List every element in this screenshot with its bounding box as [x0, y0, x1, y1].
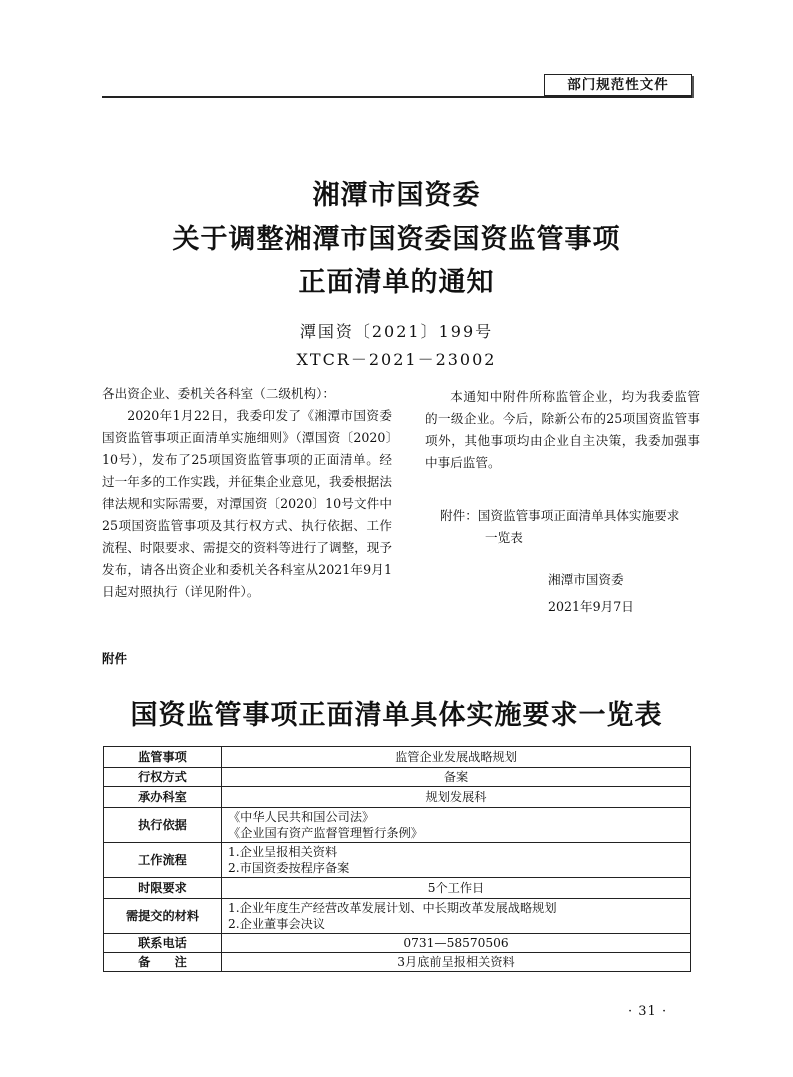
body-paragraph-2: 本通知中附件所称监管企业，均为我委监管的一级企业。今后，除新公布的25项国资监管事项外，其他事项均由企业自主决策，我委加强事中事后监管。: [425, 389, 700, 470]
appendix-table-title: 国资监管事项正面清单具体实施要求一览表: [130, 700, 663, 731]
document-title-line-3: 正面清单的通知: [298, 267, 495, 298]
registration-number: XTCR－2021－23002: [296, 350, 497, 369]
attachment-line-2: 一览表: [485, 530, 523, 545]
row-value: [222, 899, 691, 934]
row-value: [222, 747, 691, 768]
row-label: 联系电话: [104, 934, 222, 953]
table-row: [104, 843, 691, 878]
row-value: [222, 808, 691, 843]
row-value-line: 2.企业董事会决议: [228, 917, 325, 931]
row-value-line: 3月底前呈报相关资料: [397, 955, 515, 969]
row-value: [222, 787, 691, 808]
row-value-line: 1.企业呈报相关资料: [228, 845, 338, 859]
row-value: [222, 953, 691, 972]
body-left-column: [102, 383, 392, 603]
section-tag: 部门规范性文件: [544, 74, 692, 96]
row-value-line: 2.市国资委按程序备案: [228, 861, 350, 875]
attachment-line-1: 附件：国资监管事项正面清单具体实施要求: [440, 508, 680, 523]
table-row: [104, 787, 691, 808]
header-rule: [102, 96, 692, 98]
row-value-line: 监管企业发展战略规划: [395, 750, 517, 764]
table-row: [104, 953, 691, 972]
page-number: · 31 ·: [628, 1004, 668, 1019]
signature-date: 2021年9月7日: [548, 599, 634, 614]
row-value-line: 0731—58570506: [403, 936, 509, 950]
table-row: [104, 768, 691, 787]
document-title-line-1: 湘潭市国资委: [312, 180, 481, 211]
row-value-line: 备案: [443, 770, 469, 784]
row-value: [222, 878, 691, 899]
row-label: 承办科室: [104, 787, 222, 808]
row-label: 行权方式: [104, 768, 222, 787]
row-label: 需提交的材料: [104, 899, 222, 934]
row-value: [222, 934, 691, 953]
row-label: 监管事项: [104, 747, 222, 768]
table-row: [104, 899, 691, 934]
addressee: 各出资企业、委机关各科室（二级机构）：: [102, 386, 335, 401]
appendix-label: 附件: [102, 651, 128, 666]
body-paragraph-1: 2020年1月22日，我委印发了《湘潭市国资委国资监管事项正面清单实施细则》（潭国资〔2020〕10号），发布了25项国资监管事项的正面清单。经过一年多的工作实践，并征集企业意见，我委根据法律法规和实际需要，对潭国资〔2020〕10号文件中25项国资监管事项及其行权方式、执行依据、工作流程、时限要求、需提交的资料等进行了调整，现予发布，请各出资企业和委机关各科室从2021年9月1日起对照执行（详见附件）。: [102, 408, 392, 599]
body-right-column: [425, 386, 700, 474]
requirements-table: [103, 746, 691, 972]
row-value-line: 规划发展科: [425, 790, 487, 804]
row-value: [222, 843, 691, 878]
document-number: 潭国资〔2021〕199号: [299, 322, 494, 341]
row-value-line: 《企业国有资产监督管理暂行条例》: [228, 826, 423, 840]
row-label: 备 注: [104, 953, 222, 972]
row-label: 时限要求: [104, 878, 222, 899]
document-title-line-2: 关于调整湘潭市国资委国资监管事项: [172, 224, 621, 255]
signature-organization: 湘潭市国资委: [548, 572, 624, 587]
table-row: [104, 747, 691, 768]
table-row: [104, 808, 691, 843]
attachment-note: [440, 505, 710, 549]
row-value-line: 《中华人民共和国公司法》: [228, 810, 375, 824]
row-label: 工作流程: [104, 843, 222, 878]
table-row: [104, 878, 691, 899]
row-label: 执行依据: [104, 808, 222, 843]
row-value: [222, 768, 691, 787]
row-value-line: 1.企业年度生产经营改革发展计划、中长期改革发展战略规划: [228, 901, 557, 915]
table-row: [104, 934, 691, 953]
row-value-line: 5个工作日: [427, 881, 485, 895]
